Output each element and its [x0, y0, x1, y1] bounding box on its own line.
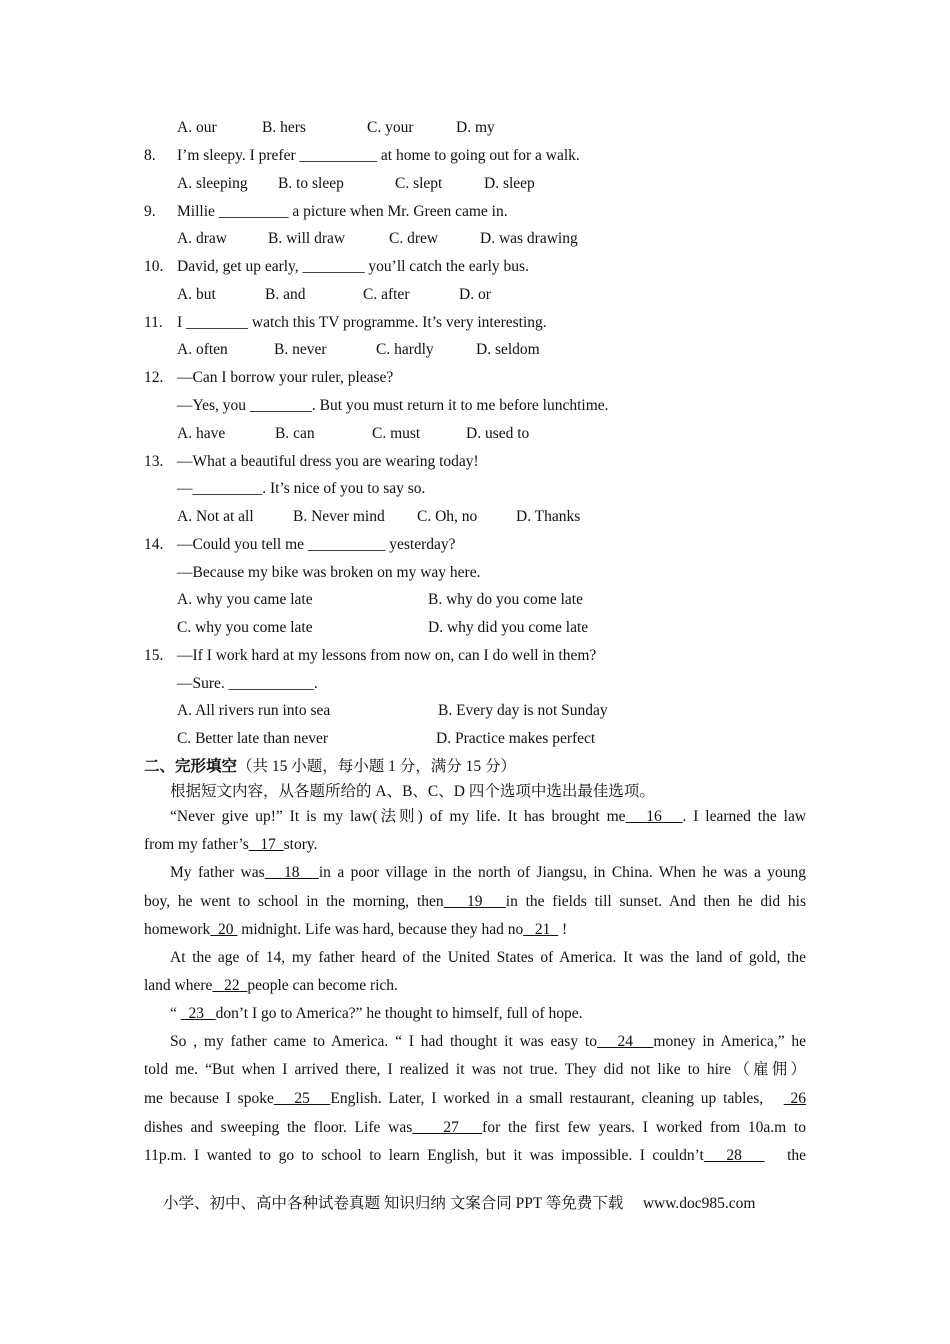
- blank-25: 25: [294, 1090, 310, 1107]
- question-number: 14.: [144, 536, 164, 553]
- passage-line: [144, 835, 806, 855]
- question-number: 8.: [144, 147, 156, 164]
- passage-text: My father was: [170, 864, 265, 881]
- passage-line: [170, 1004, 832, 1024]
- blank-27: 27: [443, 1119, 459, 1136]
- option-b: B. Every day is not Sunday: [438, 702, 608, 719]
- option-a: A. but: [177, 286, 216, 303]
- passage-text: me because I spoke: [144, 1090, 274, 1107]
- blank-18: 18: [284, 864, 300, 881]
- passage-text: land where: [144, 977, 213, 994]
- option-d: D. or: [459, 286, 491, 303]
- option-a: A. draw: [177, 230, 227, 247]
- option-c: C. hardly: [376, 341, 434, 358]
- passage-text: don’t I go to America?” he thought to himself, full of hope.: [215, 1005, 583, 1022]
- footer-text: 小学、初中、高中各种试卷真题 知识归纳 文案合同 PPT 等免费下载: [163, 1195, 624, 1212]
- q7-option-b: B. hers: [262, 119, 306, 136]
- question-stem: —Could you tell me __________ yesterday?: [177, 536, 456, 553]
- passage-line: told me. “But when I arrived there, I realized it was not true. They did not like to hire（雇佣）: [144, 1061, 806, 1078]
- option-c: C. Better late than never: [177, 730, 329, 747]
- question-stem-reply: —Yes, you ________. But you must return it to me before lunchtime.: [177, 397, 609, 414]
- passage-text: homework: [144, 921, 211, 938]
- question-stem-reply: —Sure. ___________.: [177, 675, 318, 692]
- blank-22: 22: [224, 977, 240, 994]
- question-number: 13.: [144, 453, 164, 470]
- question-number: 10.: [144, 258, 164, 275]
- option-d: D. used to: [466, 425, 530, 442]
- passage-line: [144, 892, 806, 912]
- option-a: A. Not at all: [177, 508, 254, 525]
- option-d: D. was drawing: [480, 230, 578, 247]
- question-stem-reply: —Because my bike was broken on my way here.: [177, 564, 481, 581]
- blank-28: 28: [726, 1147, 742, 1164]
- option-a: A. why you came late: [177, 591, 313, 608]
- option-a: A. often: [177, 341, 228, 358]
- blank-20: 20: [218, 921, 234, 938]
- question-stem: I ________ watch this TV programme. It’s very interesting.: [177, 314, 547, 331]
- passage-text: “: [170, 1005, 177, 1022]
- option-c: C. after: [363, 286, 410, 303]
- passage-text: the: [787, 1147, 807, 1164]
- q7-option-a: A. our: [177, 119, 217, 136]
- blank-26: 26: [790, 1090, 807, 1107]
- option-c: C. must: [372, 425, 421, 442]
- passage-text: in the fields till sunset. And then he did his: [505, 893, 807, 910]
- blank-21: 21: [534, 921, 551, 938]
- question-stem: Millie _________ a picture when Mr. Green came in.: [177, 203, 508, 220]
- option-d: D. sleep: [484, 175, 535, 192]
- option-a: A. sleeping: [177, 175, 248, 192]
- question-stem: I’m sleepy. I prefer __________ at home to going out for a walk.: [177, 147, 580, 164]
- option-d: D. seldom: [476, 341, 540, 358]
- question-stem: —Can I borrow your ruler, please?: [177, 369, 394, 386]
- question-number: 15.: [144, 647, 164, 664]
- option-a: A. All rivers run into sea: [177, 702, 331, 719]
- passage-text: . I learned the law: [682, 808, 807, 825]
- passage-text: in a poor village in the north of Jiangsu, in China. When he was a young: [318, 864, 807, 881]
- passage-line: [170, 1032, 806, 1052]
- option-b: B. and: [265, 286, 306, 303]
- page-footer: [163, 1191, 755, 1213]
- passage-line: [170, 807, 806, 827]
- question-number: 9.: [144, 203, 156, 220]
- option-b: B. will draw: [268, 230, 346, 247]
- option-b: B. why do you come late: [428, 591, 583, 608]
- passage-line: [144, 1146, 806, 1166]
- option-b: B. can: [275, 425, 315, 442]
- section-note: （共 15 小题，每小题 1 分，满分 15 分）: [237, 758, 517, 775]
- section-heading: [144, 757, 516, 777]
- section-instruction: 根据短文内容，从各题所给的 A、B、C、D 四个选项中选出最佳选项。: [170, 783, 655, 800]
- question-stem: —What a beautiful dress you are wearing today!: [177, 453, 479, 470]
- blank-16: 16: [646, 808, 662, 825]
- passage-text: people can become rich.: [247, 977, 398, 994]
- passage-text: story.: [283, 836, 318, 853]
- passage-line: [144, 976, 806, 996]
- option-d: D. Practice makes perfect: [436, 730, 596, 747]
- question-stem: David, get up early, ________ you’ll catch the early bus.: [177, 258, 529, 275]
- option-c: C. drew: [389, 230, 439, 247]
- blank-17: 17: [260, 836, 276, 853]
- section-title: 二、完形填空: [144, 758, 238, 775]
- passage-text: for the first few years. I worked from 10a.m to: [482, 1119, 807, 1136]
- option-b: B. Never mind: [293, 508, 385, 525]
- passage-text: !: [561, 921, 568, 938]
- option-b: B. never: [274, 341, 327, 358]
- question-number: 12.: [144, 369, 164, 386]
- passage-line: [144, 920, 806, 940]
- q7-option-c: C. your: [367, 119, 414, 136]
- option-d: D. why did you come late: [428, 619, 589, 636]
- option-c: C. slept: [395, 175, 443, 192]
- passage-text: dishes and sweeping the floor. Life was: [144, 1119, 413, 1136]
- passage-line: [144, 1118, 806, 1138]
- passage-text: money in America,” he: [653, 1033, 807, 1050]
- blank-24: 24: [617, 1033, 633, 1050]
- passage-text: boy, he went to school in the morning, then: [144, 893, 444, 910]
- option-c: C. why you come late: [177, 619, 313, 636]
- option-a: A. have: [177, 425, 226, 442]
- footer-url: www.doc985.com: [642, 1195, 756, 1212]
- passage-text: midnight. Life was hard, because they had no: [241, 921, 524, 938]
- passage-text: 11p.m. I wanted to go to school to learn English, but it was impossible. I couldn’t: [144, 1147, 704, 1164]
- question-number: 11.: [144, 314, 163, 331]
- option-c: C. Oh, no: [417, 508, 478, 525]
- passage-text: from my father’s: [144, 836, 249, 853]
- option-d: D. Thanks: [516, 508, 581, 525]
- option-b: B. to sleep: [278, 175, 344, 192]
- question-stem-reply: —_________. It’s nice of you to say so.: [177, 480, 426, 497]
- passage-text: English. Later, I worked in a small restaurant, cleaning up tables,: [330, 1090, 764, 1107]
- question-stem: —If I work hard at my lessons from now on, can I do well in them?: [177, 647, 597, 664]
- passage-line: [170, 863, 806, 883]
- q7-option-d: D. my: [456, 119, 495, 136]
- passage-line: At the age of 14, my father heard of the United States of America. It was the land of gold, the: [170, 949, 806, 966]
- passage-text: “Never give up!” It is my law(法则) of my life. It has brought me: [170, 808, 626, 825]
- passage-line: [144, 1089, 806, 1109]
- blank-23: 23: [188, 1005, 205, 1022]
- passage-text: So , my father came to America. “ I had thought it was easy to: [170, 1033, 597, 1050]
- blank-19: 19: [466, 893, 483, 910]
